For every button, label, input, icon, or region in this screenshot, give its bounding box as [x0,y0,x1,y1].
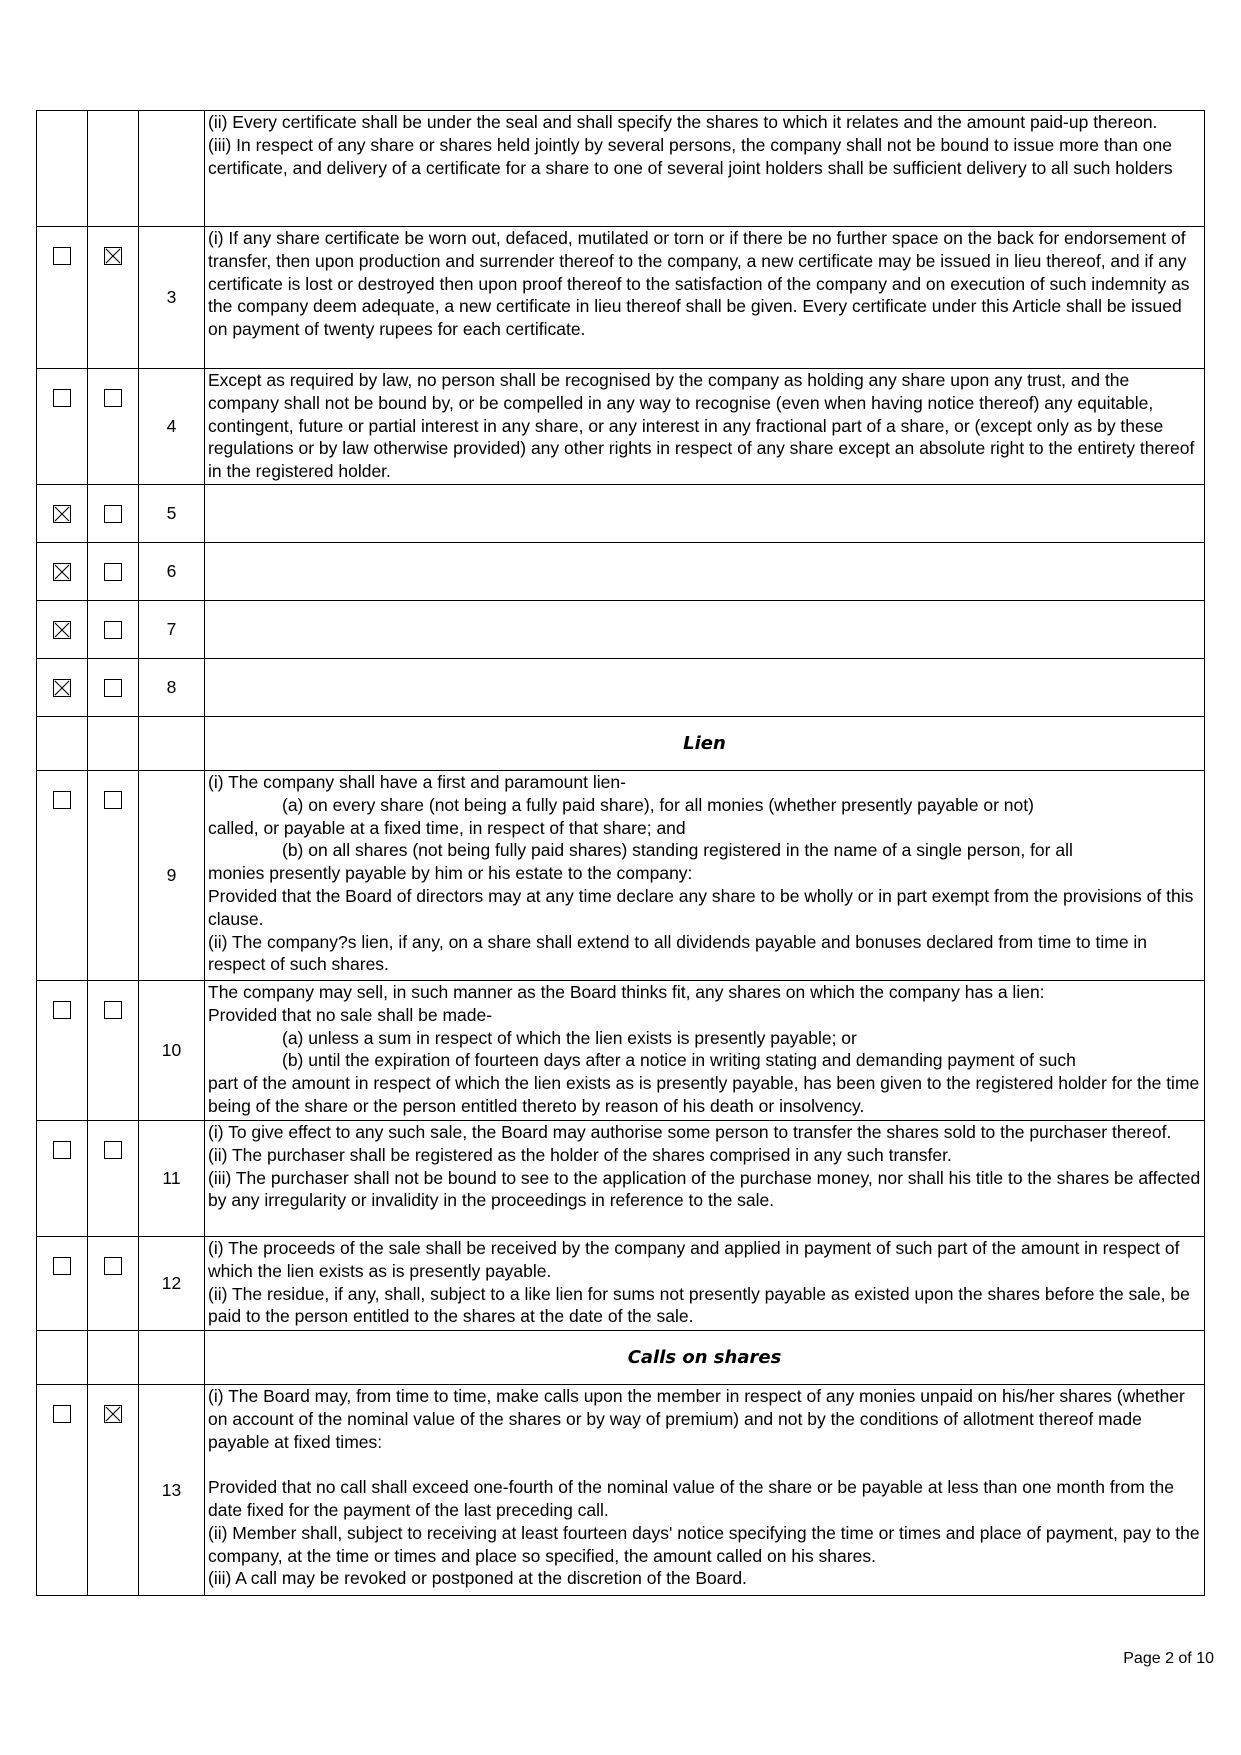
article-paragraph: called, or payable at a fixed time, in respect of that share; and [208,817,686,838]
article-row [37,111,1205,227]
article-number: 4 [139,369,205,485]
checkbox[interactable] [53,1141,71,1159]
article-text [205,111,1205,227]
article-paragraph: (i) If any share certificate be worn out, defaced, mutilated or torn or if there be no further space on the back for endorsement of transfer, then upon production and surrender thereof to the company, a new certificate may be issued in lieu thereof, and if any certificate is lost or destroyed then upon proof thereof to the satisfaction of the company and on execution of such indemnity as the company deem adequate, a new certificate in lieu thereof shall be given. Every certificate under this Article shall be issued on payment of twenty rupees for each certificate. [208,228,1195,340]
article-paragraph: Except as required by law, no person shall be recognised by the company as holding any share upon any trust, and the company shall not be bound by, or be compelled in any way to recognise (even when having notice thereof) any equitable, contingent, future or partial interest in any share, or any interest in any fractional part of a share, or (except only as by these regulations or by law otherwise provided) any other rights in respect of any share except an absolute right to the entirety thereof in the registered holder. [208,370,1200,482]
article-paragraph: (b) on all shares (not being fully paid shares) standing registered in the name of a single person, for all [282,840,1073,861]
article-paragraph: (ii) The company?s lien, if any, on a share shall extend to all dividends payable and bonuses declared from time to time in respect of such shares. [208,931,1152,975]
article-paragraph: (a) on every share (not being a fully paid share), for all monies (whether presently payable or not) [282,794,1034,815]
checked-checkbox[interactable] [53,505,71,523]
article-text [205,1121,1205,1237]
article-paragraph [208,1453,1202,1476]
x-mark-icon [54,622,70,638]
article-number: 7 [139,601,205,659]
articles-table-body [37,111,1205,1596]
article-text [205,543,1205,601]
checkbox[interactable] [104,1257,122,1275]
article-paragraph: (iii) A call may be revoked or postponed at the discretion of the Board. [208,1568,747,1589]
article-row [37,981,1205,1121]
checkbox[interactable] [104,791,122,809]
article-row [37,369,1205,485]
article-text [205,771,1205,981]
article-row [37,1121,1205,1237]
checkbox[interactable] [53,389,71,407]
x-mark-icon [105,1406,121,1422]
article-number [139,111,205,227]
article-text [205,369,1205,485]
checkbox-cell-b [88,717,139,771]
checkbox-cell-a [37,981,88,1121]
article-paragraph: (i) The Board may, from time to time, make calls upon the member in respect of any monies unpaid on his/her shares (whether on account of the nominal value of the shares or by way of premium) and not by the conditions of allotment thereof made payable at fixed times: [208,1386,1190,1452]
article-paragraph: (i) The proceeds of the sale shall be received by the company and applied in payment of such part of the amount in respect of which the lien exists as is presently payable. [208,1238,1185,1281]
checkbox[interactable] [53,1001,71,1019]
article-paragraph: part of the amount in respect of which the lien exists as is presently payable, has been given to the registered holder for the time being of the share or the person entitled thereto by reason of his death or insolvency. [208,1073,1205,1116]
checked-checkbox[interactable] [104,247,122,265]
article-row [37,601,1205,659]
checkbox-cell-b [88,981,139,1121]
checkbox-cell-b [88,1237,139,1331]
page-number: Page 2 of 10 [1123,1650,1214,1667]
article-paragraph: (iii) In respect of any share or shares held jointly by several persons, the company shall not be bound to issue more than one certificate, and delivery of a certificate for a share to one of several joint holders shall be sufficient delivery to all such holders [208,134,1177,178]
article-row [37,1237,1205,1331]
checkbox[interactable] [104,389,122,407]
article-text [205,601,1205,659]
article-row [37,227,1205,369]
article-number: 10 [139,981,205,1121]
article-row [37,771,1205,981]
checkbox-cell-a [37,771,88,981]
checked-checkbox[interactable] [104,1405,122,1423]
article-paragraph: Provided that no sale shall be made- [208,1004,493,1025]
checkbox[interactable] [104,679,122,697]
article-number: 11 [139,1121,205,1237]
checkbox-cell-a [37,227,88,369]
checkbox[interactable] [53,791,71,809]
checkbox-cell-a [37,717,88,771]
x-mark-icon [54,680,70,696]
checkbox-cell-b [88,601,139,659]
checkbox-cell-a [37,1237,88,1331]
article-number: 8 [139,659,205,717]
checkbox-cell-b [88,485,139,543]
article-paragraph: (b) until the expiration of fourteen days after a notice in writing stating and demanding payment of such [282,1050,1076,1071]
checkbox-cell-b [88,659,139,717]
x-mark-icon [54,506,70,522]
checkbox-cell-b [88,771,139,981]
article-number: 9 [139,771,205,981]
checkbox-cell-a [37,601,88,659]
checkbox-cell-b [88,111,139,227]
x-mark-icon [105,248,121,264]
checkbox-cell-a [37,659,88,717]
article-text [205,981,1205,1121]
article-number: 13 [139,1385,205,1596]
checkbox[interactable] [104,505,122,523]
article-paragraph: (i) The company shall have a first and paramount lien- [208,772,626,792]
article-paragraph: Provided that the Board of directors may at any time declare any share to be wholly or in part exempt from the provisions of this clause. [208,885,1199,929]
checkbox[interactable] [104,621,122,639]
checkbox[interactable] [104,1001,122,1019]
article-text [205,659,1205,717]
checkbox-cell-a [37,369,88,485]
checkbox-cell-a [37,485,88,543]
section-heading-row [37,717,1205,771]
article-text [205,1237,1205,1331]
checkbox[interactable] [104,563,122,581]
checkbox-cell-a [37,111,88,227]
checkbox-cell-b [88,1331,139,1385]
article-text [205,227,1205,369]
article-paragraph: (ii) Member shall, subject to receiving at least fourteen days' notice specifying the time or times and place of payment, pay to the company, at the time or times and place so specified, the amount called on his shares. [208,1522,1205,1566]
article-row [37,485,1205,543]
article-paragraph: (ii) The purchaser shall be registered as the holder of the shares comprised in any such transfer. [208,1144,952,1165]
article-number: 12 [139,1237,205,1331]
checkbox-cell-b [88,227,139,369]
article-paragraph: (iii) The purchaser shall not be bound to see to the application of the purchase money, nor shall his title to the shares be affected by any irregularity or invalidity in the proceedings in reference to the sale. [208,1167,1206,1211]
article-text [205,1385,1205,1596]
checkbox-cell-b [88,1121,139,1237]
checkbox[interactable] [53,1257,71,1275]
checkbox[interactable] [104,1141,122,1159]
section-heading-row [37,1331,1205,1385]
checkbox[interactable] [53,247,71,265]
checkbox[interactable] [53,1405,71,1423]
article-paragraph: (ii) The residue, if any, shall, subject to a like lien for sums not presently payable as existed upon the shares before the sale, be paid to the person entitled to the shares at the date of the sale. [208,1283,1195,1327]
checkbox-cell-a [37,1331,88,1385]
section-heading: Calls on shares [205,1331,1205,1385]
article-paragraph: (i) To give effect to any such sale, the Board may authorise some person to transfer the shares sold to the purchaser thereof. [208,1122,1172,1142]
article-row [37,659,1205,717]
article-number [139,717,205,771]
checkbox-cell-a [37,1121,88,1237]
article-row [37,543,1205,601]
article-paragraph: monies presently payable by him or his estate to the company: [208,863,693,884]
article-row [37,1385,1205,1596]
articles-table [36,110,1205,1596]
checkbox-cell-b [88,543,139,601]
checked-checkbox[interactable] [53,621,71,639]
article-number: 3 [139,227,205,369]
checkbox-cell-a [37,1385,88,1596]
checked-checkbox[interactable] [53,563,71,581]
article-text [205,485,1205,543]
x-mark-icon [54,564,70,580]
article-number [139,1331,205,1385]
checkbox-cell-b [88,369,139,485]
article-number: 5 [139,485,205,543]
checked-checkbox[interactable] [53,679,71,697]
article-paragraph: The company may sell, in such manner as the Board thinks fit, any shares on which the company has a lien: [208,982,1045,1002]
checkbox-cell-a [37,543,88,601]
article-paragraph: (ii) Every certificate shall be under the seal and shall specify the shares to which it relates and the amount paid-up thereon. [208,112,1158,132]
article-paragraph: (a) unless a sum in respect of which the lien exists is presently payable; or [282,1027,857,1048]
checkbox-cell-b [88,1385,139,1596]
section-heading: Lien [205,717,1205,771]
article-number: 6 [139,543,205,601]
article-paragraph: Provided that no call shall exceed one-fourth of the nominal value of the share or be payable at less than one month from the date fixed for the payment of the last preceding call. [208,1477,1179,1520]
